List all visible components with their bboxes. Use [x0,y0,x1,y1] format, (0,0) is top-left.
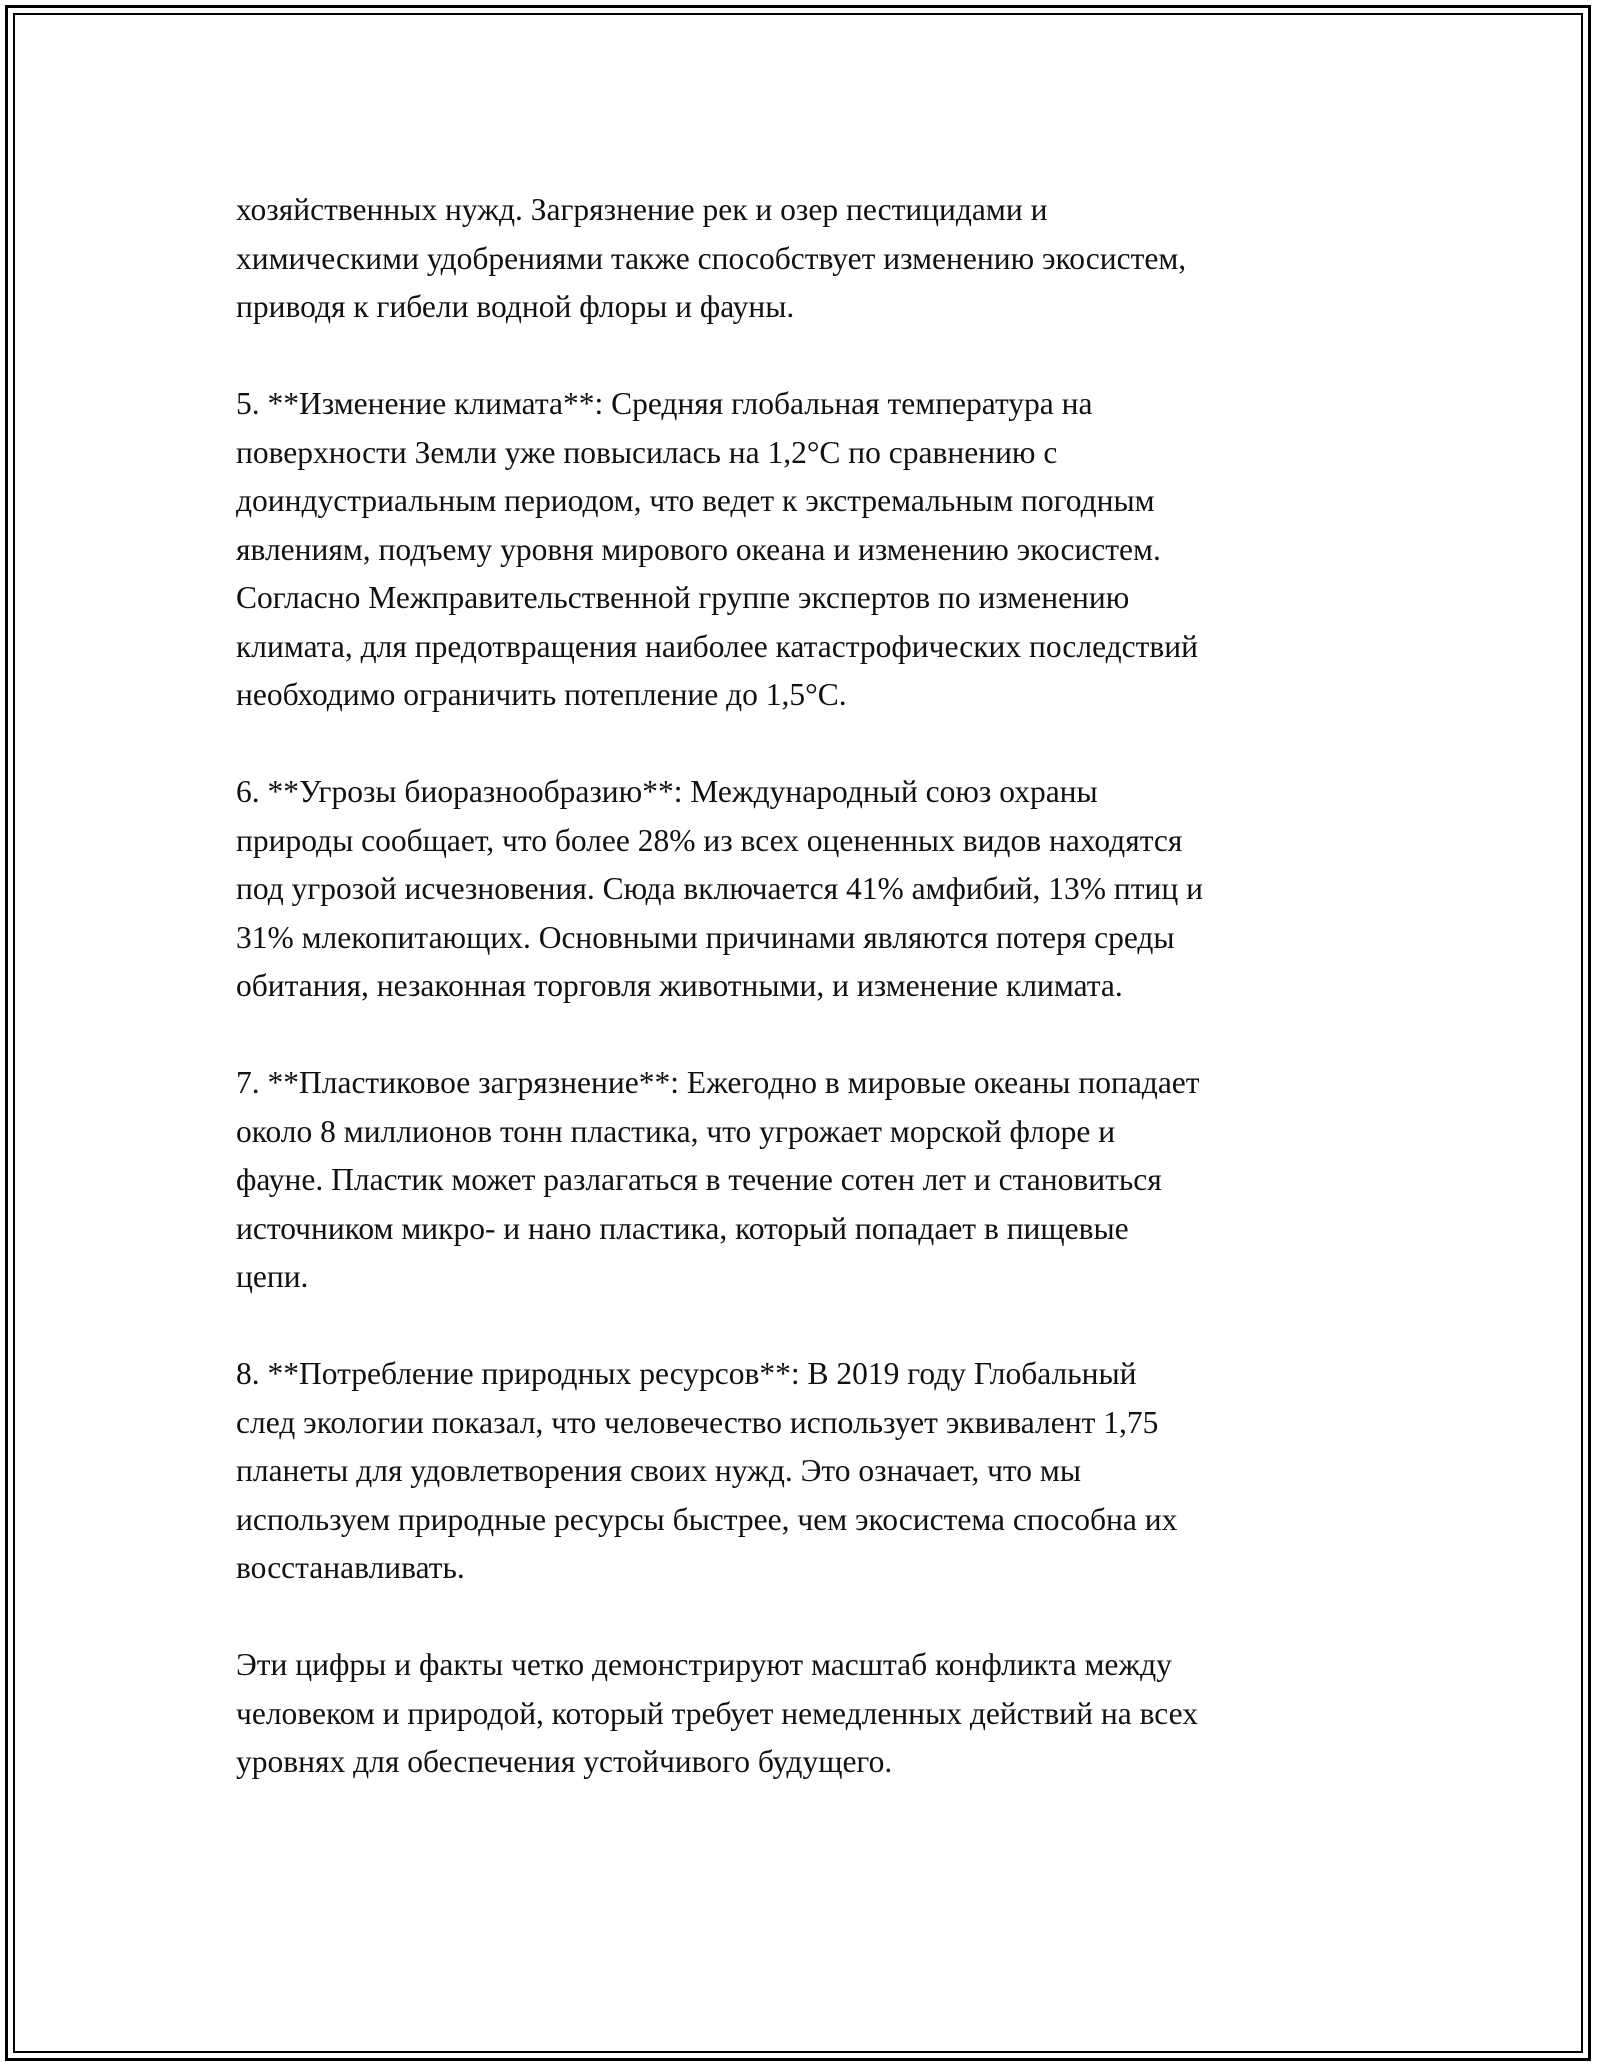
paragraph-biodiversity-threats: 6. **Угрозы биоразнообразию**: Международный союз охраны природы сообщает, что более 28% из всех оцененных видов находятся под угрозой исчезновения. Сюда включается 41% амфибий, 13% птиц и 31% млекопитающих. Основными причинами являются потеря среды обитания, незаконная торговля животными, и изменение климата. [236,774,1203,1003]
document-body [236,186,1376,1787]
paragraph-water-pollution-continued: хозяйственных нужд. Загрязнение рек и озер пестицидами и химическими удобрениями также способствует изменению экосистем, приводя к гибели водной флоры и фауны. [236,192,1187,324]
paragraph-resource-consumption: 8. **Потребление природных ресурсов**: В 2019 году Глобальный след экологии показал, что человечество использует эквивалент 1,75 планеты для удовлетворения своих нужд. Это означает, что мы используем природные ресурсы быстрее, чем экосистема способна их восстанавливать. [236,1356,1178,1585]
paragraph-plastic-pollution: 7. **Пластиковое загрязнение**: Ежегодно в мировые океаны попадает около 8 миллионов тонн пластика, что угрожает морской флоре и фауне. Пластик может разлагаться в течение сотен лет и становиться источником микро- и нано пластика, который попадает в пищевые цепи. [236,1065,1200,1294]
paragraph-conclusion: Эти цифры и факты четко демонстрируют масштаб конфликта между человеком и природой, который требует немедленных действий на всех уровнях для обеспечения устойчивого будущего. [236,1647,1198,1779]
paragraph-climate-change: 5. **Изменение климата**: Средняя глобальная температура на поверхности Земли уже повысилась на 1,2°C по сравнению с доиндустриальным периодом, что ведет к экстремальным погодным явлениям, подъему уровня мирового океана и изменению экосистем. Согласно Межправительственной группе экспертов по изменению климата, для предотвращения наиболее катастрофических последствий необходимо ограничить потепление до 1,5°C. [236,386,1199,712]
